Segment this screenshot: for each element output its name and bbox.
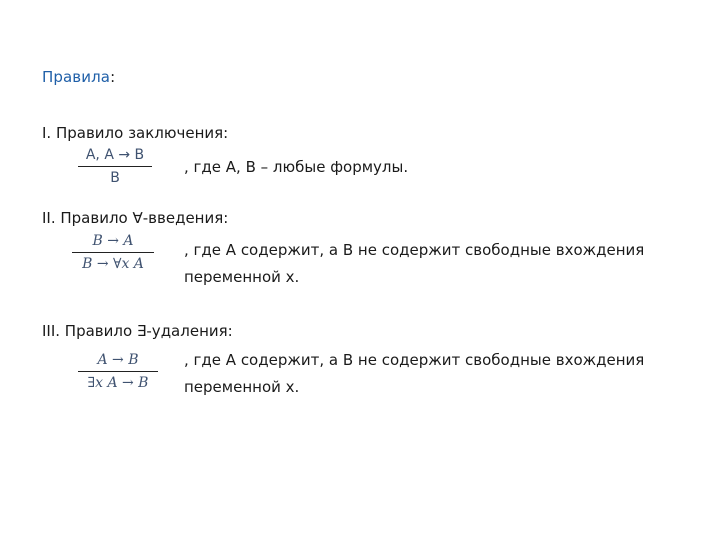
rule-1-formula [78, 147, 152, 186]
rule-3-formula [78, 352, 158, 391]
rule-3-title: III. Правило ∃-удаления: [42, 322, 233, 340]
rule-3-conclusion: ∃x A → B [87, 375, 149, 391]
rule-1-condition [184, 154, 408, 181]
rule-3-fraction-line [78, 371, 158, 372]
rule-2-condition-line-1: , где A содержит, а B не содержит свободные вхождения [184, 241, 645, 259]
rule-3-condition [184, 347, 644, 401]
rule-2-condition [184, 237, 644, 291]
heading-colon: : [110, 68, 116, 86]
heading-word: Правила [42, 68, 111, 86]
rule-3-condition-line-1: , где A содержит, а B не содержит свободные вхождения [184, 351, 645, 369]
rule-2-formula [72, 233, 154, 272]
rule-1-fraction-line [78, 166, 152, 167]
rule-3-condition-line-2: переменной x. [184, 378, 300, 396]
rule-1-conclusion: B [110, 170, 120, 186]
rule-1-title: I. Правило заключения: [42, 124, 229, 142]
rule-2-condition-line-2: переменной x. [184, 268, 300, 286]
rule-2-title: II. Правило ∀-введения: [42, 209, 229, 227]
rule-3-premise: A → B [97, 352, 139, 368]
rule-1-premise: A, A → B [85, 147, 145, 163]
rule-1-condition-line-1: , где A, B – любые формулы. [184, 158, 409, 176]
rule-2-fraction-line [72, 252, 154, 253]
slide-heading [42, 68, 115, 86]
rule-2-premise: B → A [92, 233, 134, 249]
rule-2-conclusion: B → ∀x A [82, 256, 144, 272]
